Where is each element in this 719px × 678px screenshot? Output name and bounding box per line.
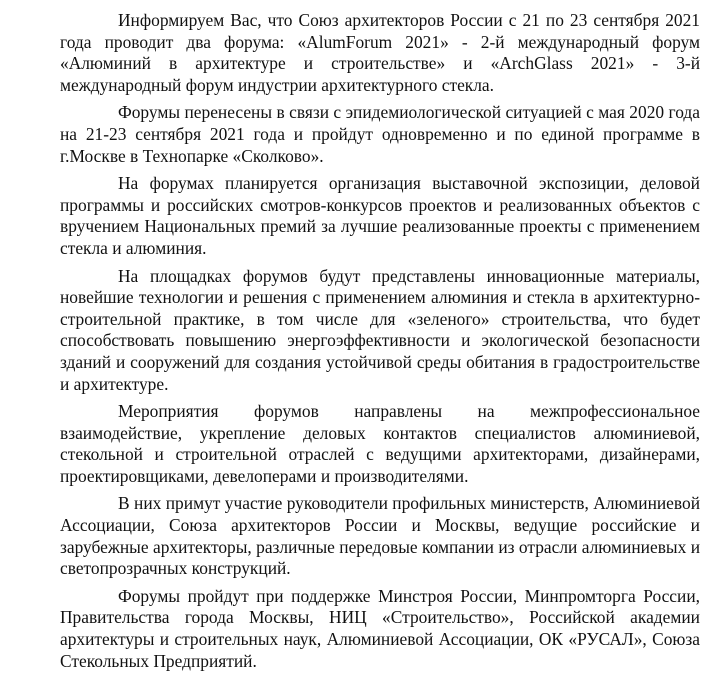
paragraph-forums-announcement: Информируем Вас, что Союз архитекторов России с 21 по 23 сентября 2021 года проводит два форума: «AlumForum 2021» - 2-й международный форум «Алюминий в архитектуре и строительстве» и «ArchGlass 2021» - 3-й международный форум индустрии архитектурного стекла. bbox=[60, 10, 700, 95]
document-body bbox=[60, 10, 700, 678]
paragraph-forums-rescheduled: Форумы перенесены в связи с эпидемиологической ситуацией с мая 2020 года на 21-23 сентября 2021 года и пройдут одновременно и по единой программе в г.Москве в Технопарке «Сколково». bbox=[60, 102, 700, 166]
paragraph-forums-program: На форумах планируется организация выставочной экспозиции, деловой программы и российских смотров-конкурсов проектов и реализованных объектов с вручением Национальных премий за лучшие реализованные проекты с применением стекла и алюминия. bbox=[60, 173, 700, 258]
paragraph-interprofessional-interaction: Мероприятия форумов направлены на межпрофессиональное взаимодействие, укрепление деловых контактов специалистов алюминиевой, стекольной и строительной отраслей с ведущими архитекторами, дизайнерами, проектировщиками, девелоперами и производителями. bbox=[60, 401, 700, 486]
paragraph-innovative-materials: На площадках форумов будут представлены инновационные материалы, новейшие технологии и решения с применением алюминия и стекла в архитектурно-строительной практике, в том числе для «зеленого» строительства, что будет способствовать повышению энергоэффективности и экологической безопасности зданий и сооружений для создания устойчивой среды обитания в градостроительстве и архитектуре. bbox=[60, 265, 700, 394]
paragraph-participants: В них примут участие руководители профильных министерств, Алюминиевой Ассоциации, Союза архитекторов России и Москвы, ведущие российские и зарубежные архитекторы, различные передовые компании из отрасли алюминиевых и светопрозрачных конструкций. bbox=[60, 493, 700, 579]
paragraph-support: Форумы пройдут при поддержке Минстроя России, Минпромторга России, Правительства города Москвы, НИЦ «Строительство», Российской академии архитектуры и строительных наук, Алюминиевой Ассоциации, ОК «РУСАЛ», Союза Стекольных Предприятий. bbox=[60, 585, 700, 671]
